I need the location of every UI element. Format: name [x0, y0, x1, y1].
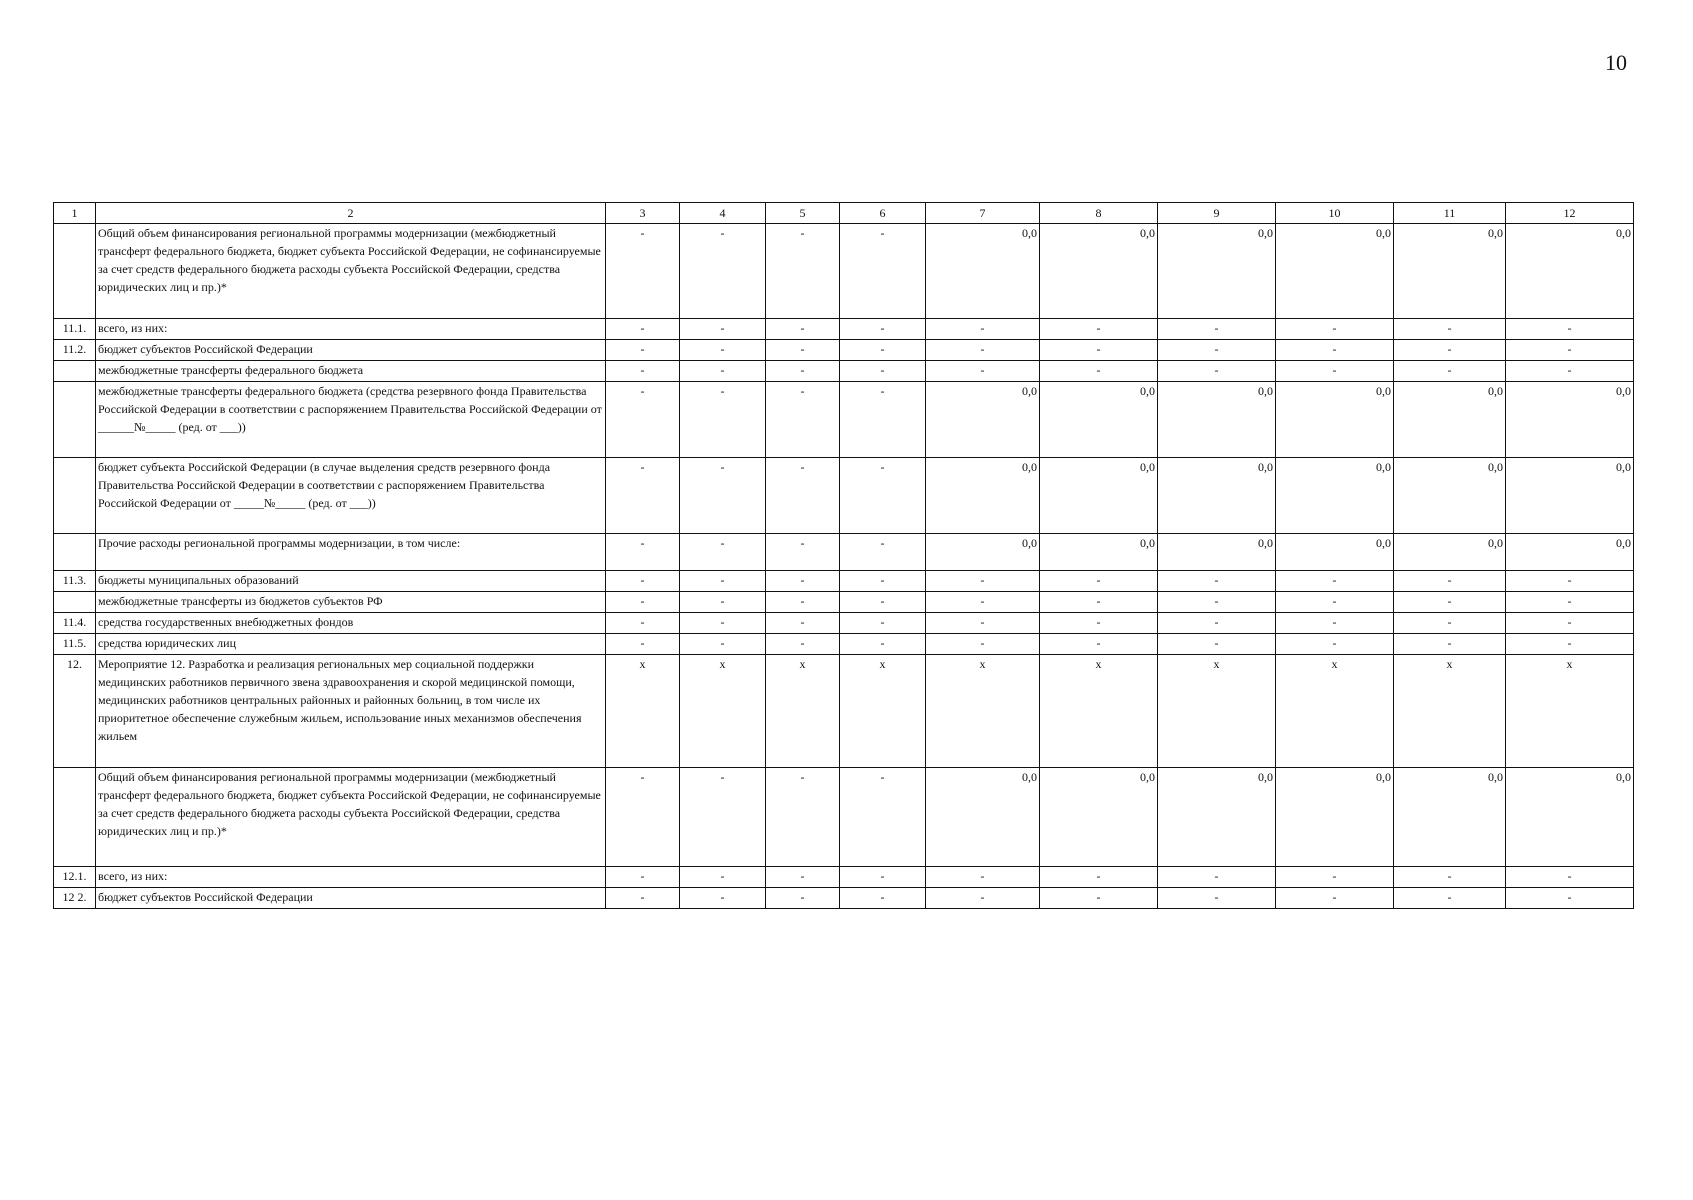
value-cell: - [1506, 634, 1634, 655]
value-cell: - [680, 534, 766, 571]
value-cell: - [840, 458, 926, 534]
value-cell: - [606, 592, 680, 613]
value-cell: x [1394, 655, 1506, 768]
row-description: межбюджетные трансферты федерального бюджета (средства резервного фонда Правительства Российской Федерации в соответствии с распоряжением Правительства Российской Федерации от ______№_____ (ред. от ___)) [96, 382, 606, 458]
value-cell: - [606, 224, 680, 319]
value-cell: 0,0 [1158, 224, 1276, 319]
value-cell: - [1276, 888, 1394, 909]
value-cell: - [1394, 361, 1506, 382]
value-cell: - [1394, 888, 1506, 909]
value-cell: - [680, 458, 766, 534]
row-description: средства государственных внебюджетных фондов [96, 613, 606, 634]
value-cell: - [840, 888, 926, 909]
value-cell: - [680, 592, 766, 613]
value-cell: - [766, 361, 840, 382]
value-cell: 0,0 [1276, 768, 1394, 867]
value-cell: - [1506, 319, 1634, 340]
column-header: 11 [1394, 203, 1506, 224]
value-cell: - [926, 888, 1040, 909]
value-cell: x [766, 655, 840, 768]
value-cell: - [926, 613, 1040, 634]
table-row [54, 768, 1634, 867]
row-number: 12 2. [54, 888, 96, 909]
row-number: 11.4. [54, 613, 96, 634]
value-cell: 0,0 [1158, 382, 1276, 458]
row-number: 12. [54, 655, 96, 768]
value-cell: 0,0 [1040, 534, 1158, 571]
value-cell: - [766, 340, 840, 361]
column-header: 2 [96, 203, 606, 224]
value-cell: - [766, 768, 840, 867]
value-cell: - [1506, 571, 1634, 592]
value-cell: - [766, 867, 840, 888]
value-cell: x [1506, 655, 1634, 768]
value-cell: - [680, 867, 766, 888]
value-cell: - [840, 867, 926, 888]
column-header: 10 [1276, 203, 1394, 224]
value-cell: 0,0 [1276, 224, 1394, 319]
column-header: 5 [766, 203, 840, 224]
row-number [54, 534, 96, 571]
value-cell: 0,0 [1506, 224, 1634, 319]
value-cell: - [1158, 340, 1276, 361]
value-cell: - [680, 361, 766, 382]
value-cell: - [926, 571, 1040, 592]
value-cell: - [766, 571, 840, 592]
table-row [54, 319, 1634, 340]
table-row [54, 458, 1634, 534]
value-cell: x [926, 655, 1040, 768]
page-number: 10 [1605, 50, 1627, 75]
value-cell: - [680, 319, 766, 340]
value-cell: - [1158, 319, 1276, 340]
value-cell: - [1276, 613, 1394, 634]
value-cell: - [766, 319, 840, 340]
value-cell: x [1158, 655, 1276, 768]
value-cell: - [606, 319, 680, 340]
table-row [54, 592, 1634, 613]
value-cell: - [926, 592, 1040, 613]
value-cell: - [840, 319, 926, 340]
value-cell: 0,0 [1158, 458, 1276, 534]
value-cell: - [1158, 634, 1276, 655]
value-cell: 0,0 [1276, 458, 1394, 534]
row-description: бюджет субъектов Российской Федерации [96, 888, 606, 909]
value-cell: 0,0 [1394, 534, 1506, 571]
value-cell: - [840, 613, 926, 634]
table-row [54, 382, 1634, 458]
value-cell: - [766, 634, 840, 655]
value-cell: - [1158, 613, 1276, 634]
value-cell: 0,0 [1158, 534, 1276, 571]
value-cell: x [840, 655, 926, 768]
row-description: бюджет субъектов Российской Федерации [96, 340, 606, 361]
value-cell: - [1158, 361, 1276, 382]
row-description: средства юридических лиц [96, 634, 606, 655]
value-cell: - [606, 867, 680, 888]
column-number-row [54, 203, 1634, 224]
value-cell: - [840, 224, 926, 319]
row-description: межбюджетные трансферты федерального бюджета [96, 361, 606, 382]
value-cell: - [1506, 340, 1634, 361]
value-cell: 0,0 [1506, 382, 1634, 458]
row-number [54, 768, 96, 867]
column-header: 1 [54, 203, 96, 224]
value-cell: - [606, 571, 680, 592]
value-cell: x [1276, 655, 1394, 768]
row-number [54, 382, 96, 458]
value-cell: - [840, 592, 926, 613]
value-cell: - [680, 768, 766, 867]
value-cell: - [1394, 340, 1506, 361]
value-cell: - [1276, 867, 1394, 888]
value-cell: - [1506, 867, 1634, 888]
value-cell: - [1276, 592, 1394, 613]
row-number: 11.3. [54, 571, 96, 592]
row-description: Общий объем финансирования региональной программы модернизации (межбюджетный трансферт федерального бюджета, бюджет субъекта Российской Федерации, не софинансируемые за счет средств федерального бюджета расходы субъекта Российской Федерации, средства юридических лиц и пр.)* [96, 768, 606, 867]
value-cell: - [840, 340, 926, 361]
value-cell: - [1040, 888, 1158, 909]
value-cell: 0,0 [1394, 224, 1506, 319]
value-cell: 0,0 [1040, 382, 1158, 458]
row-description: бюджет субъекта Российской Федерации (в случае выделения средств резервного фонда Правительства Российской Федерации в соответствии с распоряжением Правительства Российской Федерации от _____№_____ (ред. от ___)) [96, 458, 606, 534]
value-cell: 0,0 [1040, 458, 1158, 534]
row-number [54, 592, 96, 613]
value-cell: - [766, 534, 840, 571]
value-cell: - [766, 458, 840, 534]
value-cell: - [840, 382, 926, 458]
value-cell: - [1040, 592, 1158, 613]
value-cell: 0,0 [1506, 458, 1634, 534]
table-row [54, 571, 1634, 592]
row-number: 11.1. [54, 319, 96, 340]
column-header: 7 [926, 203, 1040, 224]
row-description: всего, из них: [96, 319, 606, 340]
table-row [54, 534, 1634, 571]
value-cell: 0,0 [926, 224, 1040, 319]
value-cell: 0,0 [1040, 768, 1158, 867]
value-cell: - [840, 534, 926, 571]
value-cell: - [606, 382, 680, 458]
value-cell: 0,0 [1394, 768, 1506, 867]
table-row [54, 888, 1634, 909]
value-cell: - [1506, 361, 1634, 382]
value-cell: 0,0 [926, 382, 1040, 458]
column-header: 8 [1040, 203, 1158, 224]
value-cell: - [1040, 340, 1158, 361]
value-cell: 0,0 [1040, 224, 1158, 319]
value-cell: - [606, 534, 680, 571]
value-cell: - [1394, 634, 1506, 655]
row-description: Прочие расходы региональной программы модернизации, в том числе: [96, 534, 606, 571]
table-row [54, 613, 1634, 634]
value-cell: 0,0 [1276, 382, 1394, 458]
value-cell: x [680, 655, 766, 768]
value-cell: 0,0 [926, 534, 1040, 571]
value-cell: x [1040, 655, 1158, 768]
value-cell: - [1158, 867, 1276, 888]
value-cell: - [680, 634, 766, 655]
value-cell: - [606, 340, 680, 361]
value-cell: - [1394, 613, 1506, 634]
value-cell: 0,0 [1394, 458, 1506, 534]
value-cell: 0,0 [926, 458, 1040, 534]
value-cell: - [680, 571, 766, 592]
column-header: 4 [680, 203, 766, 224]
row-description: бюджеты муниципальных образований [96, 571, 606, 592]
value-cell: - [680, 888, 766, 909]
value-cell: - [606, 888, 680, 909]
table-row [54, 224, 1634, 319]
value-cell: - [606, 361, 680, 382]
value-cell: - [1040, 361, 1158, 382]
table-row [54, 655, 1634, 768]
value-cell: - [1040, 319, 1158, 340]
row-description: Общий объем финансирования региональной программы модернизации (межбюджетный трансферт федерального бюджета, бюджет субъекта Российской Федерации, не софинансируемые за счет средств федерального бюджета расходы субъекта Российской Федерации, средства юридических лиц и пр.)* [96, 224, 606, 319]
row-description: всего, из них: [96, 867, 606, 888]
value-cell: - [926, 634, 1040, 655]
row-number: 11.2. [54, 340, 96, 361]
value-cell: - [1394, 319, 1506, 340]
value-cell: - [1158, 592, 1276, 613]
value-cell: - [1158, 888, 1276, 909]
row-number: 12.1. [54, 867, 96, 888]
financing-table [53, 202, 1634, 909]
table-row [54, 340, 1634, 361]
value-cell: - [840, 571, 926, 592]
value-cell: - [1276, 634, 1394, 655]
value-cell: 0,0 [1158, 768, 1276, 867]
column-header: 9 [1158, 203, 1276, 224]
value-cell: - [680, 340, 766, 361]
table-row [54, 634, 1634, 655]
value-cell: - [606, 613, 680, 634]
row-number [54, 224, 96, 319]
value-cell: - [1040, 571, 1158, 592]
value-cell: - [606, 634, 680, 655]
value-cell: - [1506, 592, 1634, 613]
value-cell: - [1394, 867, 1506, 888]
value-cell: - [840, 634, 926, 655]
column-header: 6 [840, 203, 926, 224]
value-cell: 0,0 [926, 768, 1040, 867]
value-cell: - [680, 382, 766, 458]
value-cell: - [926, 319, 1040, 340]
value-cell: - [766, 888, 840, 909]
value-cell: - [840, 768, 926, 867]
row-description: межбюджетные трансферты из бюджетов субъектов РФ [96, 592, 606, 613]
value-cell: - [1506, 613, 1634, 634]
row-number: 11.5. [54, 634, 96, 655]
column-header: 12 [1506, 203, 1634, 224]
value-cell: - [1394, 592, 1506, 613]
row-number [54, 361, 96, 382]
value-cell: - [926, 867, 1040, 888]
value-cell: - [926, 340, 1040, 361]
value-cell: - [766, 224, 840, 319]
column-header: 3 [606, 203, 680, 224]
value-cell: - [1276, 319, 1394, 340]
value-cell: - [1040, 634, 1158, 655]
value-cell: 0,0 [1506, 768, 1634, 867]
value-cell: - [766, 613, 840, 634]
row-description: Мероприятие 12. Разработка и реализация региональных мер социальной поддержки медицинских работников первичного звена здравоохранения и скорой медицинской помощи, медицинских работников центральных районных и районных больниц, в том числе их приоритетное обеспечение служебным жильем, использование иных механизмов обеспечения жильем [96, 655, 606, 768]
value-cell: - [1158, 571, 1276, 592]
table-row [54, 867, 1634, 888]
value-cell: - [840, 361, 926, 382]
value-cell: - [766, 592, 840, 613]
value-cell: - [1276, 361, 1394, 382]
value-cell: 0,0 [1276, 534, 1394, 571]
value-cell: - [606, 768, 680, 867]
value-cell: 0,0 [1506, 534, 1634, 571]
value-cell: x [606, 655, 680, 768]
value-cell: - [1276, 571, 1394, 592]
value-cell: 0,0 [1394, 382, 1506, 458]
value-cell: - [680, 613, 766, 634]
value-cell: - [606, 458, 680, 534]
value-cell: - [1040, 867, 1158, 888]
table-row [54, 361, 1634, 382]
value-cell: - [1040, 613, 1158, 634]
row-number [54, 458, 96, 534]
value-cell: - [766, 382, 840, 458]
value-cell: - [926, 361, 1040, 382]
value-cell: - [680, 224, 766, 319]
value-cell: - [1506, 888, 1634, 909]
value-cell: - [1394, 571, 1506, 592]
value-cell: - [1276, 340, 1394, 361]
